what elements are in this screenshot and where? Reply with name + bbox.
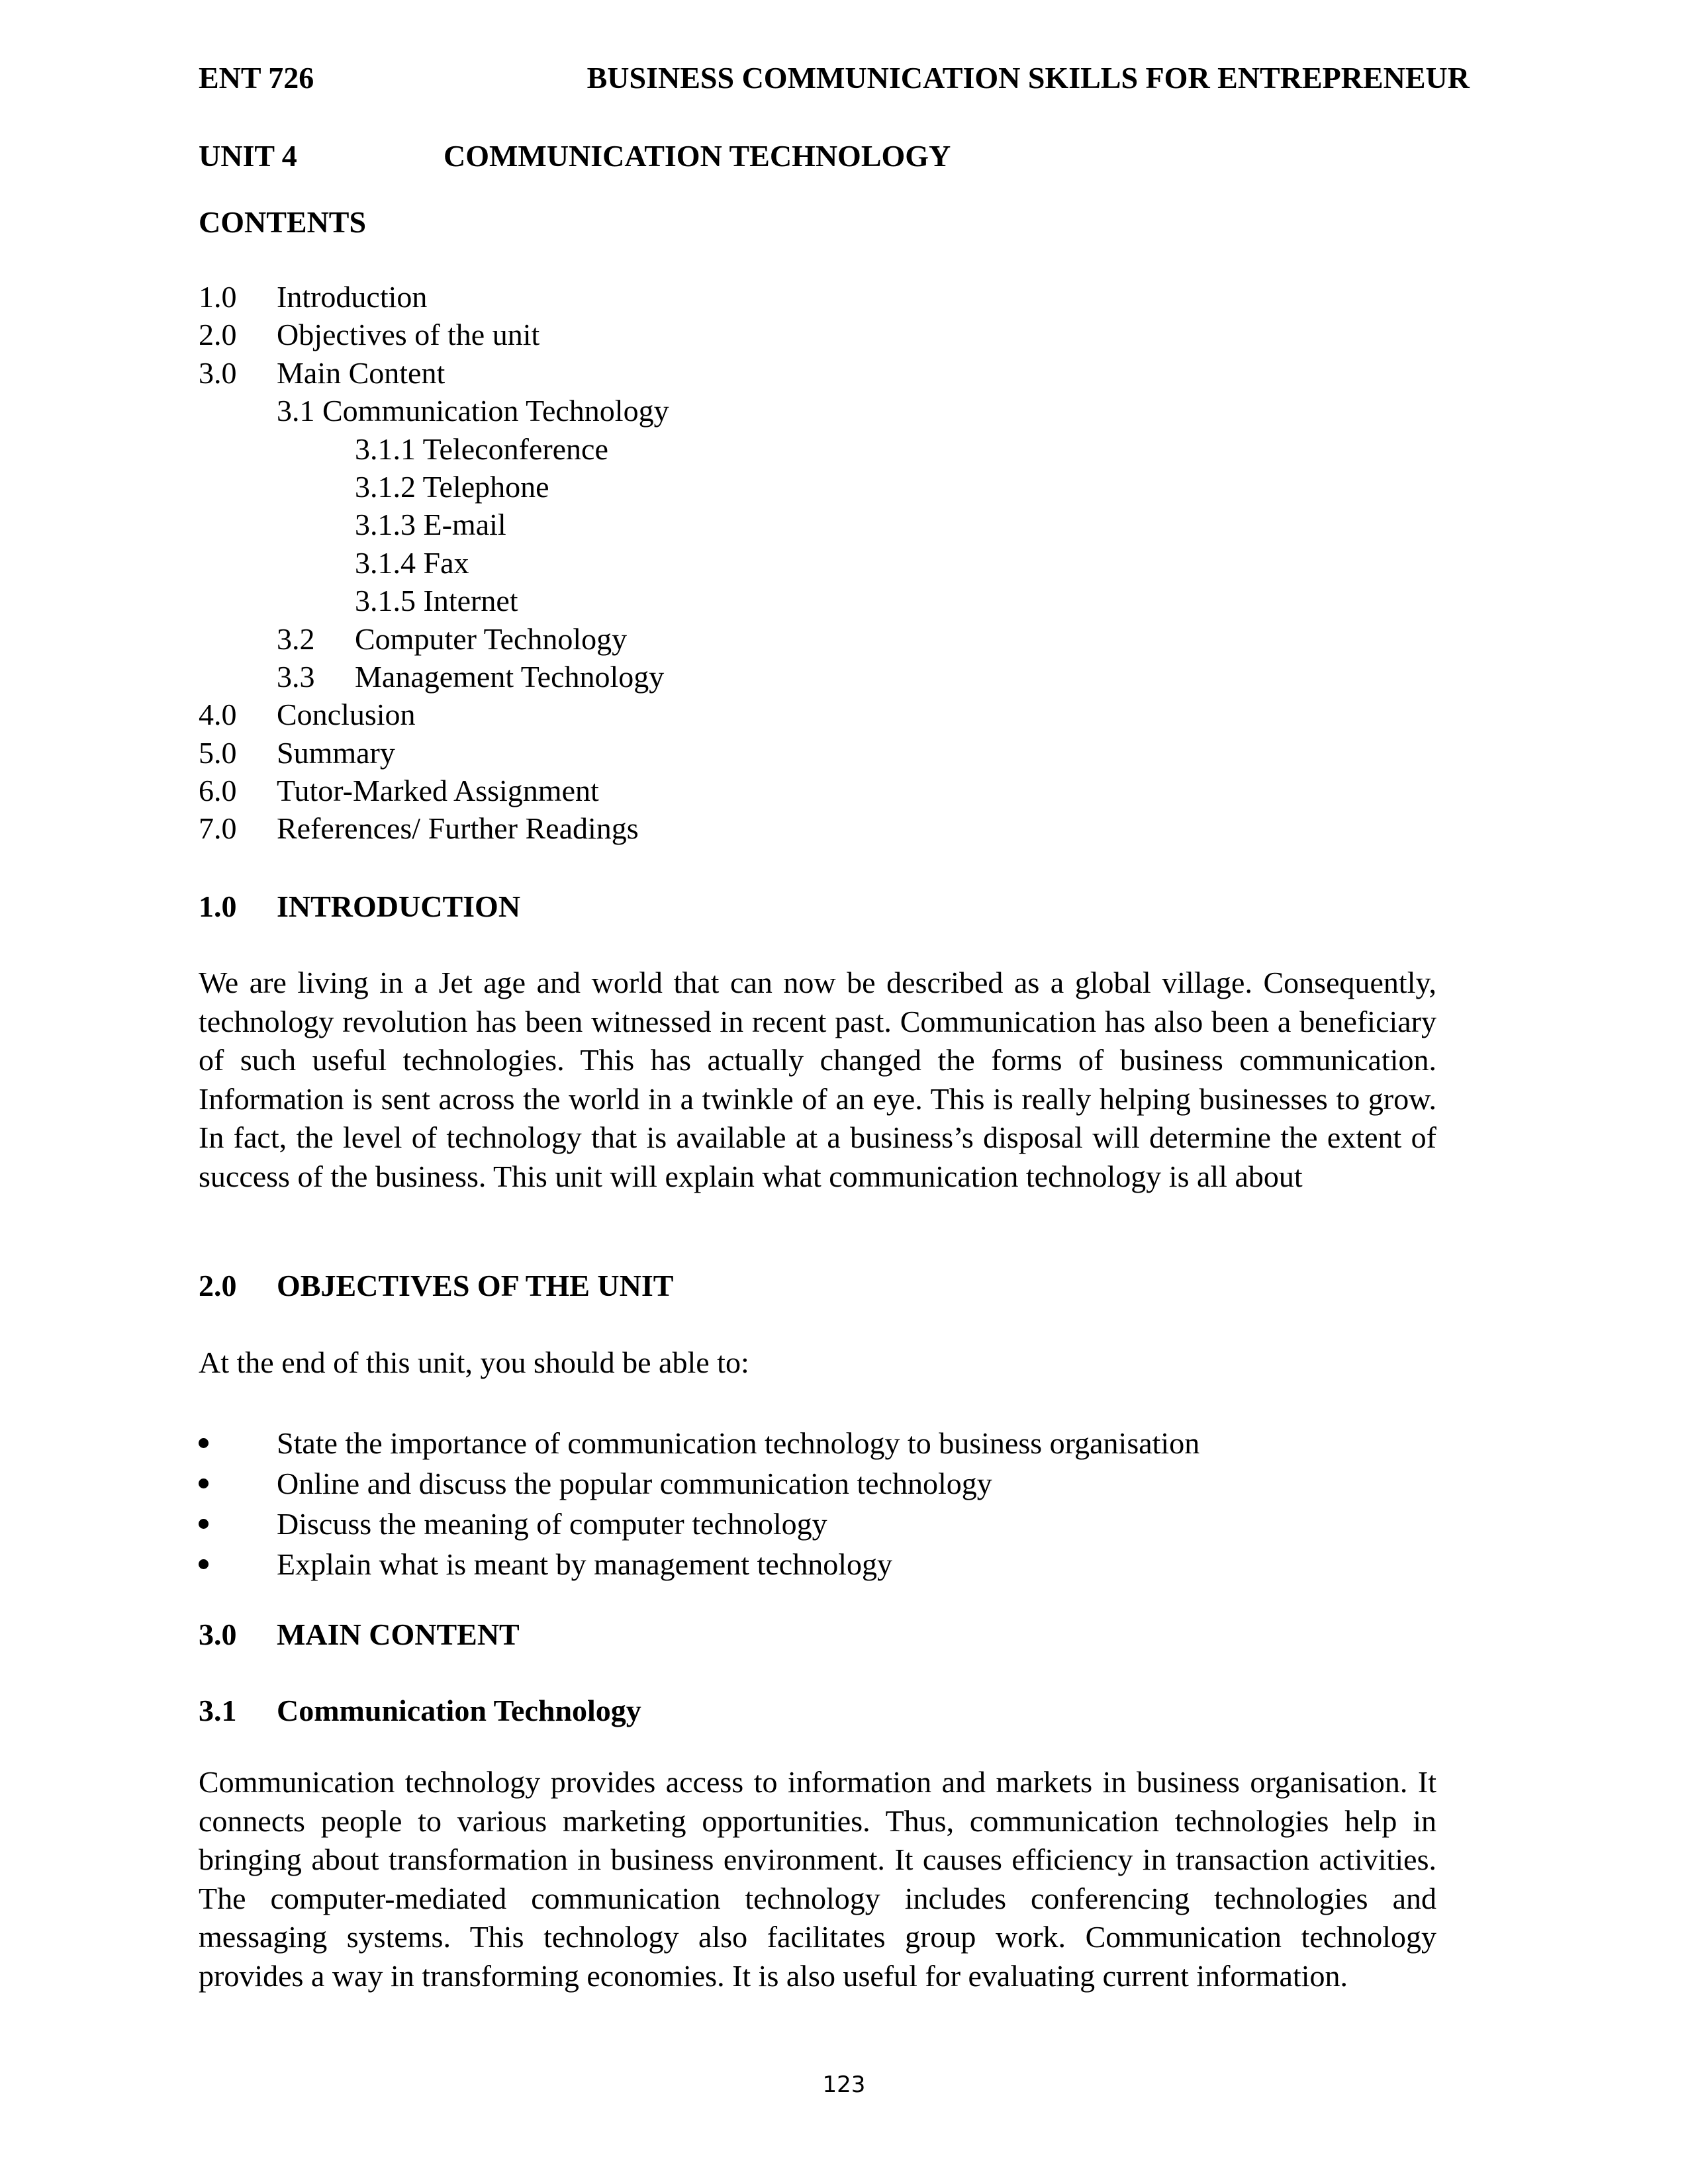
introduction-paragraph: We are living in a Jet age and world that can now be described as a global village. Consequently, technology revolution has been witnessed in recent past. Communication has also been a beneficiary of such useful technologies. This has actually changed the forms of business communication. Information is sent across the world in a twinkle of an eye. This is really helping businesses to grow. In fact, the level of technology that is available at a business’s disposal will determine the extent of success of the business. This unit will explain what communication technology is all about xyxy=(199,966,1436,1193)
bullet-icon xyxy=(199,1438,209,1448)
document-page: ENT 726 BUSINESS COMMUNICATION SKILLS FOR ENTREPRENEUR UNIT 4 COMMUNICATION TECHNOLOGY CONTENTS 1.0 Introduction 2.0 Objectives of the unit 3.0 Main Content 3.1 Communication Technology 3.1.1 Teleconference 3.1.2 Telephone 3.1.3 E-mail 3.1.4 Fax 3.1.5 Internet 3.2 Computer Technology 3.3 Management Technology 4.0 Conclusion 5.0 Summary 6.0 Tutor-Marked Assignment 7.0 References/ Further Readings 1.0 INTRODUCTION We are living in a Jet age and world that can now be described as a global village. Consequently, technology revolution has been witnessed in recent past. Communication has also been a beneficiary of such useful technologies. This has actually changed the forms of business communication. Information is sent across the world in a twinkle of an eye. This is really helping businesses to grow. In fact, the level of technology that is available at a business’s disposal will determine the extent of success of the business. This unit will explain what communication technology is all about 2.0 OBJECTIVES OF THE UNIT At the end of this unit, you should be able to: State the importance of communication technology to business organisation Online and discuss the popular communication technology Discuss the meaning of computer technology Explain what is meant by management technology 3.0 MAIN CONTENT 3.1 Communication Technology Communication technology provides access to information and markets in business organisation. It connects people to various marketing opportunities. Thus, communication technologies help in bringing about transformation in business environment. It causes efficiency in transaction activities. The computer-mediated communication technology includes conferencing technologies and messaging systems. This technology also facilitates group work. Communication technology provides a way in transforming economies. It is also useful for evaluating current information. 123 xyxy=(0,0,1688,2184)
unit-heading xyxy=(199,136,951,176)
unit-title: COMMUNICATION TECHNOLOGY xyxy=(444,139,951,173)
course-code: ENT 726 xyxy=(199,61,314,95)
unit-label: UNIT 4 xyxy=(199,139,297,173)
bullet-icon xyxy=(199,1519,209,1529)
course-title: BUSINESS COMMUNICATION SKILLS FOR ENTREPRENEUR xyxy=(586,61,1470,95)
bullet-icon xyxy=(199,1479,209,1488)
section-3-1-paragraph: Communication technology provides access to information and markets in business organisation. It connects people to various marketing opportunities. Thus, communication technologies help in bringing about transformation in business environment. It causes efficiency in transaction activities. The computer-mediated communication technology includes conferencing technologies and messaging systems. This technology also facilitates group work. Communication technology provides a way in transforming economies. It is also useful for evaluating current information. xyxy=(199,1765,1436,1993)
objectives-intro: At the end of this unit, you should be able to: xyxy=(199,1345,749,1379)
contents-heading: CONTENTS xyxy=(199,205,367,239)
bullet-icon xyxy=(199,1559,209,1569)
page-number: 123 xyxy=(822,2071,866,2098)
